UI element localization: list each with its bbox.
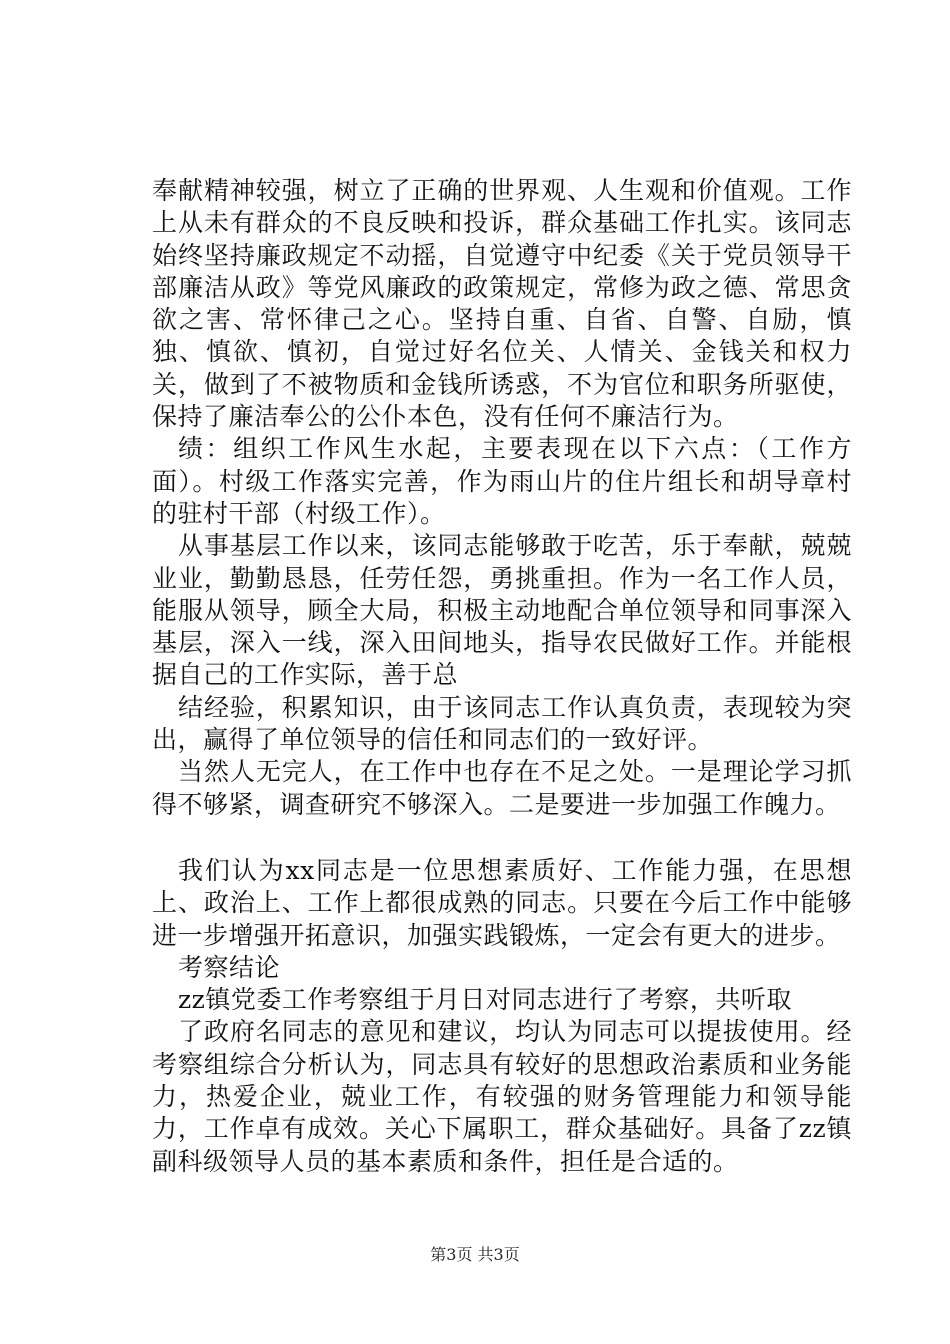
paragraph-assessment: 我们认为xx同志是一位思想素质好、工作能力强，在思想上、政治上、工作上都很成熟的同志。只要在今后工作中能够进一步增强开拓意识，加强实践锻炼，一定会有更大的进步。 [152,855,852,950]
paragraph-integrity: 奉献精神较强，树立了正确的世界观、人生观和价值观。工作上从未有群众的不良反映和投诉，群众基础工作扎实。该同志始终坚持廉政规定不动摇，自觉遵守中纪委《关于党员领导干部廉洁从政》等党风廉政的政策规定，常修为政之德、常思贪欲之害、常怀律己之心。坚持自重、自省、自警、自励，慎独、慎欲、慎初，自觉过好名位关、人情关、金钱关和权力关，做到了不被物质和金钱所诱惑，不为官位和职务所驱使，保持了廉洁奉公的公仆本色，没有任何不廉洁行为。 [152,176,852,432]
document-body [152,175,852,1178]
paragraph-gap [152,821,852,855]
paragraph-shortcomings: 当然人无完人，在工作中也存在不足之处。一是理论学习抓得不够紧，调查研究不够深入。二是要进一步加强工作魄力。 [152,757,852,819]
paragraph-grassroots-work: 从事基层工作以来，该同志能够敢于吃苦，乐于奉献，兢兢业业，勤勤恳恳，任劳任怨，勇挑重担。作为一名工作人员，能服从领导，顾全大局，积极主动地配合单位领导和同事深入基层，深入一线，深入田间地头，指导农民做好工作。并能根据自己的工作实际，善于总 [152,531,852,690]
paragraph-inspection-result: 了政府名同志的意见和建议，均认为同志可以提拔使用。经考察组综合分析认为，同志具有较好的思想政治素质和业务能力，热爱企业，兢业工作，有较强的财务管理能力和领导能力，工作卓有成效。关心下属职工，群众基础好。具备了zz镇副科级领导人员的基本素质和条件，担任是合适的。 [152,1017,852,1176]
paragraph-inspection-intro: zz镇党委工作考察组于月日对同志进行了考察，共听取 [178,985,792,1015]
paragraph-achievements: 绩：组织工作风生水起，主要表现在以下六点：（工作方面）。村级工作落实完善，作为雨山片的住片组长和胡导章村的驻村干部（村级工作）。 [152,434,852,528]
paragraph-experience: 结经验，积累知识，由于该同志工作认真负责，表现较为突出，赢得了单位领导的信任和同志们的一致好评。 [152,692,852,755]
page-number-footer: 第3页 共3页 [430,1245,520,1264]
section-heading-conclusion: 考察结论 [178,952,281,982]
